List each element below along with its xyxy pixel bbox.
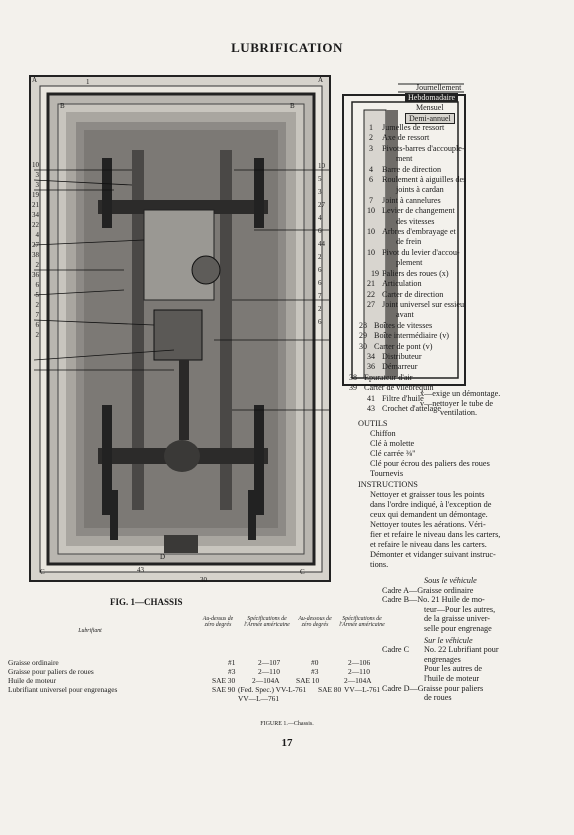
callout-43: 43 — [137, 566, 144, 574]
table-header: Lubrifiant Au-dessus de zéro degrés Spécifications de l'Armée américaine Au-dessous de zéro degrés Spécifications de l'Armée américaine — [78, 616, 385, 634]
instruction-line: Nettoyer et graisser tous les points — [370, 490, 485, 499]
diagram-left-callouts: 10 3 3 19 21 34 22 4 27 38 2 36 6 5 2 7 6 2 — [32, 161, 39, 339]
legend-item: 22 Carter de direction — [367, 289, 444, 299]
instructions-heading: INSTRUCTIONS — [358, 480, 418, 489]
callout-30: 30 — [200, 576, 207, 584]
table-row: Graisse pour paliers de roues #3 2—110 #3 2—110 — [8, 667, 370, 676]
instruction-line: fier et refaire le niveau dans les carters, — [370, 530, 501, 539]
legend-item: 4 Barre de direction — [369, 164, 442, 174]
frame-label-b-right: B — [290, 102, 295, 110]
legend-item: 43 Crochet d'attelage — [367, 403, 441, 413]
tools-section — [358, 419, 490, 479]
frame-label-b: B — [60, 102, 65, 110]
table-caption: FIGURE 1.—Chassis. — [260, 721, 314, 727]
frame-label-a: A — [32, 76, 38, 84]
legend-item: ment — [396, 154, 413, 164]
table-row: Lubrifiant universel pour engrenages SAE 90 (Fed. Spec.) VV-L-761 SAE 80 VV—L-761 — [8, 685, 381, 694]
instruction-line: et refaire le niveau dans les carters. — [370, 540, 487, 549]
cadres-section: Sous le véhicule Cadre A—Graisse ordinaire Cadre B—No. 21 Huile de mo- teur—Pour les autres, de la graisse univer- selle pour engrenage Sur le véhicule Cadre C No. 22 Lubrifiant pour engrenages Pour les autres de l'huile de moteur Cadre D—Graisse pour paliers de roues — [382, 576, 499, 703]
table-row: Huile de moteur SAE 30 2—104A SAE 10 2—104A — [8, 676, 372, 685]
lubricant-table — [8, 616, 388, 703]
legend-item: 28 Boîtes de vitesses — [359, 320, 433, 330]
legend-item: 6 Roulement à aiguilles des — [369, 175, 467, 185]
legend-item: 10 Arbres d'embrayage et — [367, 227, 456, 237]
legend-notes: x—exige un démontage. v—nettoyer le tube de ventilation. — [420, 389, 501, 418]
legend-item: 41 Filtre d'huile — [367, 393, 424, 403]
table-extra: VV—L—761 — [238, 694, 280, 703]
legend-item: 21 Articulation — [367, 279, 422, 289]
diagram-right-callouts: 10 5 3 27 4 6 44 2 6 6 7 2 6 — [318, 162, 325, 326]
legend-item: des vitesses — [396, 216, 435, 226]
frame-label-a-right: A — [318, 76, 324, 84]
instruction-line: ceux qui demandent un démontage. — [370, 510, 488, 519]
frame-label-c: C — [40, 568, 45, 576]
instruction-line: Démonter et vidanger suivant instruc- — [370, 550, 496, 559]
frame-label-c-right: C — [300, 568, 305, 576]
instructions-section — [358, 480, 500, 570]
figure-caption: FIG. 1—CHASSIS — [110, 597, 183, 607]
legend-item: 10 Pivot du levier d'accou- — [367, 247, 460, 257]
freq-weekly: Hebdomadaire — [405, 93, 458, 102]
tool-item: Tournevis — [370, 469, 404, 478]
legend-item: 36 Démarreur — [367, 362, 418, 372]
legend-item: 30 Carter de pont (v) — [359, 341, 433, 351]
legend-item: 34 Distributeur — [367, 351, 422, 361]
legend-item: de frein — [396, 237, 422, 247]
table-row: Graisse ordinaire #1 2—107 #0 2—106 — [8, 658, 371, 667]
instruction-line: tions. — [370, 560, 389, 569]
diagram-callout-top: 1 — [86, 78, 90, 86]
legend-item: 2 Axe de ressort — [369, 133, 430, 143]
legend-item: plement — [396, 258, 423, 268]
legend-item: 38 Epurateur d'air — [349, 372, 413, 382]
legend-item: avant — [396, 310, 414, 320]
tool-item: Clé carrée ⅜" — [370, 449, 416, 458]
chassis-diagram — [24, 70, 339, 595]
freq-daily: Journellement — [416, 83, 462, 92]
legend-item: 1 Jumelles de ressort — [369, 123, 445, 132]
legend-item: 3 Pivots-barres d'accouple- — [369, 143, 465, 153]
legend-item: 7 Joint à cannelures — [369, 195, 441, 205]
legend-item: 39 Carter de vilebrequin — [349, 383, 434, 393]
legend-item: 27 Joint universel sur essieu — [367, 299, 465, 309]
legend-item: 19 Paliers des roues (x) — [371, 268, 449, 278]
tools-heading: OUTILS — [358, 419, 388, 428]
tool-item: Clé à molette — [370, 439, 415, 448]
tool-item: Chiffon — [370, 429, 396, 438]
freq-half-yearly: Demi-annuel — [405, 113, 455, 124]
frame-label-d: D — [160, 553, 166, 561]
page-number: 17 — [281, 737, 293, 749]
tool-item: Clé pour écrou des paliers des roues — [370, 459, 490, 468]
legend-item: 10 Levier de changement — [367, 206, 455, 216]
legend-item: joints à cardan — [396, 185, 444, 195]
legend-item: 29 Boîte intermédiaire (v) — [359, 331, 450, 341]
instruction-line: Nettoyer toutes les aérations. Véri- — [370, 520, 486, 529]
freq-monthly: Mensuel — [416, 103, 444, 112]
page-title: LUBRIFICATION — [231, 40, 343, 55]
instruction-line: dans l'ordre indiqué, à l'exception de — [370, 500, 492, 509]
